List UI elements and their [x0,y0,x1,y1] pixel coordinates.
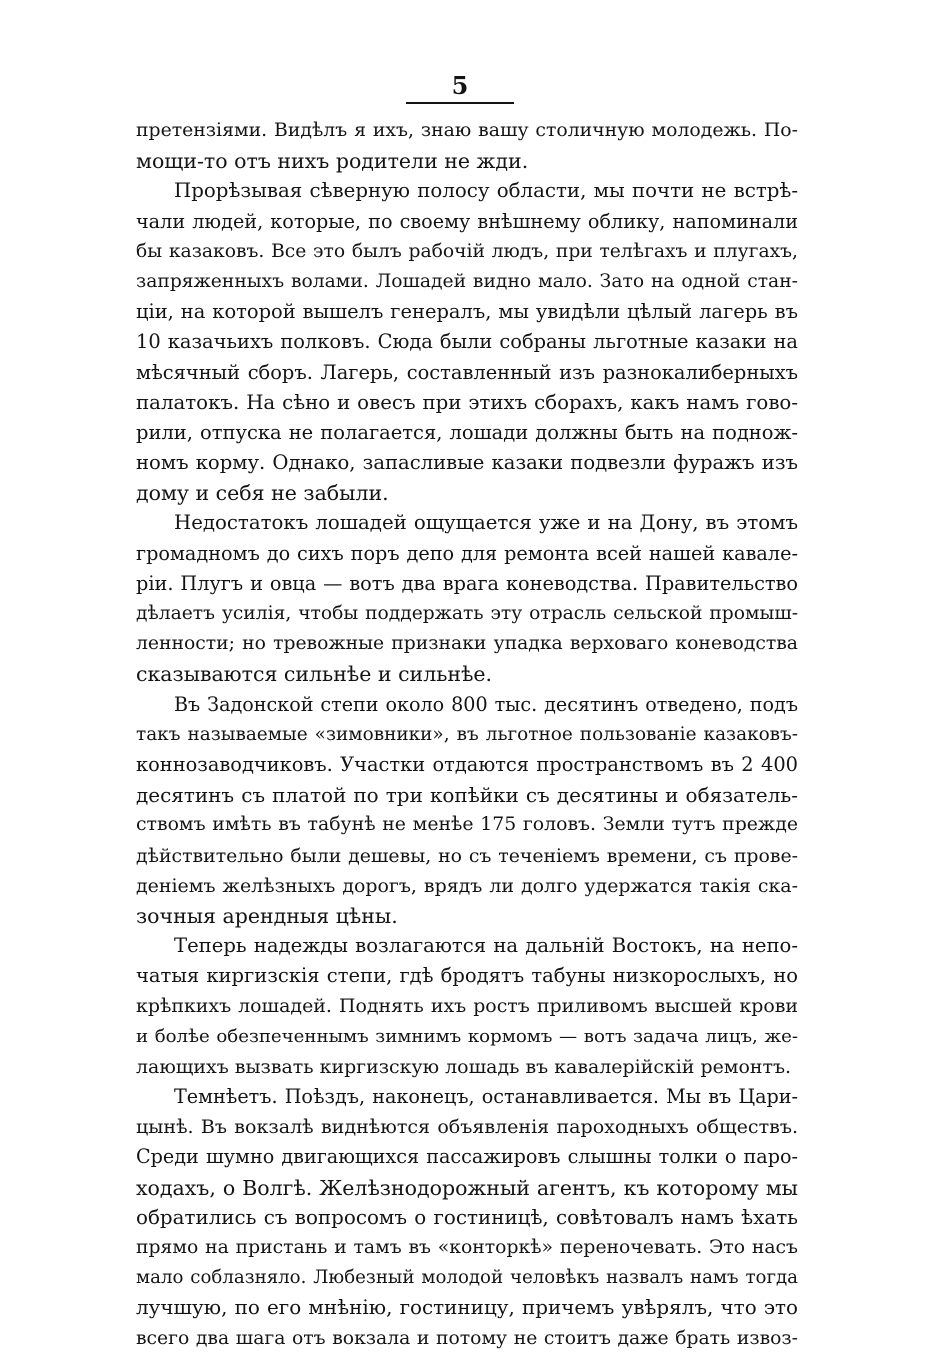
page-number: 5 [451,71,469,100]
text-line: чатыя киргизскiя степи, гдѣ бродятъ табуны низкорослыхъ, но [136,964,798,988]
text-line: Недостатокъ лошадей ощущается уже и на Дону, въ этомъ [174,511,798,535]
text-line: ленности; но тревожные признаки упадка верховаго коневодства [136,633,798,655]
text-line: цынѣ. Въ вокзалѣ виднѣются объявленiя пароходныхъ обществъ. [136,1116,798,1139]
text-line: Темнѣетъ. Поѣздъ, наконецъ, останавливается. Мы въ Цари- [174,1085,798,1108]
text-line: дѣлаетъ усилiя, чтобы поддержать эту отрасль сельской промыш- [136,603,798,624]
text-line: лучшую, по его мнѣнiю, гостиницу, причемъ увѣрялъ, что это [136,1296,798,1320]
text-line: номъ корму. Однако, запасливые казаки подвезли фуражъ изъ [136,451,798,475]
text-line: всего два шага отъ вокзала и потому не стоитъ даже брать извоз- [136,1327,798,1349]
text-line: Среди шумно двигающихся пассажировъ слышны толки о паро- [136,1145,798,1169]
text-line: крѣпкихъ лошадей. Поднять ихъ ростъ приливомъ высшей крови [136,995,798,1018]
text-line: чали людей, которые, по своему внѣшнему облику, напоминали [136,209,798,233]
text-line: рiи. Плугъ и овца — вотъ два врага коневодства. Правительство [136,571,798,595]
text-line: десятинъ съ платой по три копѣйки съ десятины и обязатель- [136,783,798,808]
text-line: обратились съ вопросомъ о гостиницѣ, совѣтовалъ намъ ѣхать [136,1205,798,1229]
text-line: запряженныхъ волами. Лошадей видно мало. Зато на одной стан- [136,270,798,292]
text-line: претензiями. Видѣлъ я ихъ, знаю вашу столичную молодежь. По- [136,120,798,141]
text-line: цiи, на которой вышелъ генералъ, мы увидѣли цѣлый лагерь въ [136,300,798,324]
header-rule [406,102,514,104]
text-line: прямо на пристань и тамъ въ «конторкѣ» переночевать. Это насъ [136,1236,798,1258]
page-header [400,72,520,104]
text-line: дѣйствительно были дешевы, но съ теченiемъ времени, съ прове- [136,844,798,867]
text-line: мощи-то отъ нихъ родители не жди. [136,149,529,174]
text-line: мало соблазняло. Любезный молодой человѣкъ назвалъ намъ тогда [136,1267,798,1289]
text-line: лающихъ вызвать киргизскую лошадь въ кавалерiйскiй ремонтъ. [136,1055,792,1078]
text-line: мѣсячный сборъ. Лагерь, составленный изъ разнокалиберныхъ [136,360,798,384]
text-line: Теперь надежды возлагаются на дальнiй Востокъ, на непо- [174,934,798,958]
text-line: зочныя арендныя цѣны. [136,903,398,928]
text-line: ходахъ, о Волгѣ. Желѣзнодорожный агентъ, къ которому мы [136,1175,798,1200]
text-line: такъ называемые «зимовники», въ льготное пользованiе казаковъ- [136,723,798,745]
text-line: Прорѣзывая сѣверную полосу области, мы почти не встрѣ- [174,179,798,203]
text-line: 10 казачьихъ полковъ. Сюда были собраны льготные казаки на [136,330,798,354]
text-line: бы казаковъ. Все это былъ рабочiй людъ, при телѣгахъ и плугахъ, [136,240,798,262]
text-line: ствомъ имѣть въ табунѣ не менѣе 175 головъ. Земли тутъ прежде [136,814,798,836]
text-line: коннозаводчиковъ. Участки отдаются пространствомъ въ 2 400 [136,752,798,776]
text-line: дому и себя не забыли. [136,481,389,506]
text-line: денiемъ желѣзныхъ дорогъ, врядъ ли долго удержатся такiя ска- [136,874,798,897]
text-line: палатокъ. На сѣно и овесъ при этихъ сборахъ, какъ намъ гово- [136,390,798,414]
text-line: Въ Задонской степи около 800 тыс. десятинъ отведено, подъ [174,692,798,716]
text-line: сказываются сильнѣе и сильнѣе. [136,662,493,687]
text-line: и болѣе обезпеченнымъ зимнимъ кормомъ — вотъ задача лицъ, же- [136,1025,798,1047]
text-line: громадномъ до сихъ поръ депо для ремонта всей нашей кавале- [136,541,798,565]
body-text [136,116,798,1354]
text-line: рили, отпуска не полагается, лошади должны быть на поднож- [136,420,798,444]
